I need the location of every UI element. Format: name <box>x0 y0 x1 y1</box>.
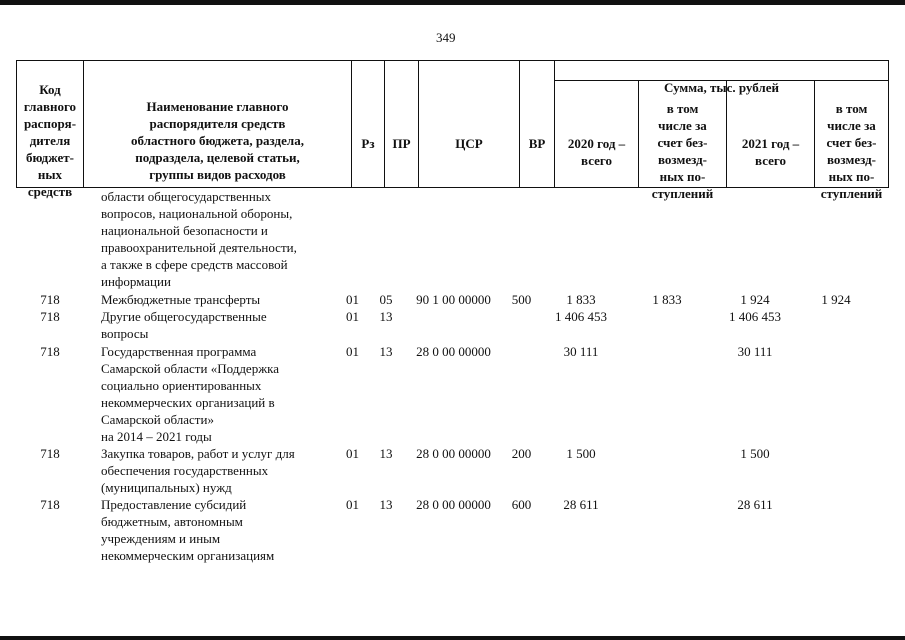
row-pr: 13 <box>379 497 393 512</box>
header-2021-total <box>727 81 815 188</box>
row-total-2021: 1 924 <box>740 292 770 307</box>
row-csr: 90 1 00 00000 <box>416 292 491 307</box>
row-total-2020: 1 833 <box>566 292 596 307</box>
row-name: Государственная программа Самарской области «Поддержка социально ориентированных некоммерческих организаций в Самарской области» на 2014 – 2021 годы <box>101 344 280 444</box>
row-total-2020: 1 406 453 <box>555 309 607 324</box>
row-total-2020: 30 111 <box>563 344 599 359</box>
row-code: 718 <box>40 497 60 512</box>
header-sum-group <box>555 60 889 95</box>
header-vr <box>520 60 555 188</box>
header-csr <box>419 60 520 188</box>
header-vr-label: ВР <box>528 136 546 151</box>
header-rz <box>352 60 385 188</box>
header-2021-free-label: в том числе за счет без- возмезд- ных по- ступлений <box>820 101 883 201</box>
row-free-2020: 1 833 <box>652 292 682 307</box>
row-vr: 500 <box>511 292 532 307</box>
row-total-2021: 28 611 <box>737 497 773 512</box>
header-2020-free <box>639 81 727 201</box>
row-code: 718 <box>40 309 60 324</box>
row-csr: 28 0 00 00000 <box>416 446 491 461</box>
header-2020-free-label: в том числе за счет без- возмезд- ных по- ступлений <box>651 101 714 201</box>
header-2021-total-label: 2021 год – всего <box>741 136 800 168</box>
header-pr <box>385 60 419 188</box>
row-vr: 200 <box>511 446 532 461</box>
row-total-2021: 1 500 <box>740 446 770 461</box>
row-rz: 01 <box>346 309 359 324</box>
row-vr: 600 <box>511 497 532 512</box>
row-rz: 01 <box>346 292 359 307</box>
header-sum-group-label: Сумма, тыс. рублей <box>664 80 779 95</box>
row-pr: 13 <box>379 344 393 359</box>
header-2021-free <box>815 81 889 201</box>
row-rz: 01 <box>346 446 359 461</box>
continuation-text: области общегосударственных вопросов, национальной обороны, национальной безопасности и правоохранительной деятельности, а также в сфере средств массовой информации <box>101 189 297 289</box>
row-pr: 13 <box>379 446 393 461</box>
row-code: 718 <box>40 446 60 461</box>
header-code-label: Код главного распоря- дителя бюджет- ных средств <box>23 82 77 199</box>
header-2020-total <box>555 81 639 188</box>
header-rz-label: Рз <box>361 136 375 151</box>
header-csr-label: ЦСР <box>455 136 483 151</box>
row-csr: 28 0 00 00000 <box>416 497 491 512</box>
table-header <box>16 60 889 201</box>
header-pr-label: ПР <box>392 136 411 151</box>
top-rule <box>0 0 905 5</box>
row-name: Закупка товаров, работ и услуг для обеспечения государственных (муниципальных) нужд <box>101 446 295 495</box>
row-total-2021: 1 406 453 <box>729 309 781 324</box>
row-total-2020: 1 500 <box>566 446 596 461</box>
header-code <box>16 60 84 199</box>
header-name <box>84 60 352 188</box>
row-name: Межбюджетные трансферты <box>101 292 261 307</box>
row-pr: 05 <box>379 292 393 307</box>
bottom-rule <box>0 636 905 640</box>
row-code: 718 <box>40 292 60 307</box>
row-name: Предоставление субсидий бюджетным, автономным учреждениям и иным некоммерческим организациям <box>101 497 275 563</box>
row-pr: 13 <box>379 309 393 324</box>
header-2020-total-label: 2020 год – всего <box>567 136 626 168</box>
row-rz: 01 <box>346 497 359 512</box>
row-free-2021: 1 924 <box>821 292 851 307</box>
row-code: 718 <box>40 344 60 359</box>
page-number: 349 <box>436 30 456 45</box>
row-name: Другие общегосударственные вопросы <box>101 309 267 341</box>
row-csr: 28 0 00 00000 <box>416 344 491 359</box>
row-total-2020: 28 611 <box>563 497 599 512</box>
row-total-2021: 30 111 <box>737 344 773 359</box>
row-rz: 01 <box>346 344 359 359</box>
header-name-label: Наименование главного распорядителя средств областного бюджета, раздела, подраздела, целевой статьи, группы видов расходов <box>131 99 304 182</box>
